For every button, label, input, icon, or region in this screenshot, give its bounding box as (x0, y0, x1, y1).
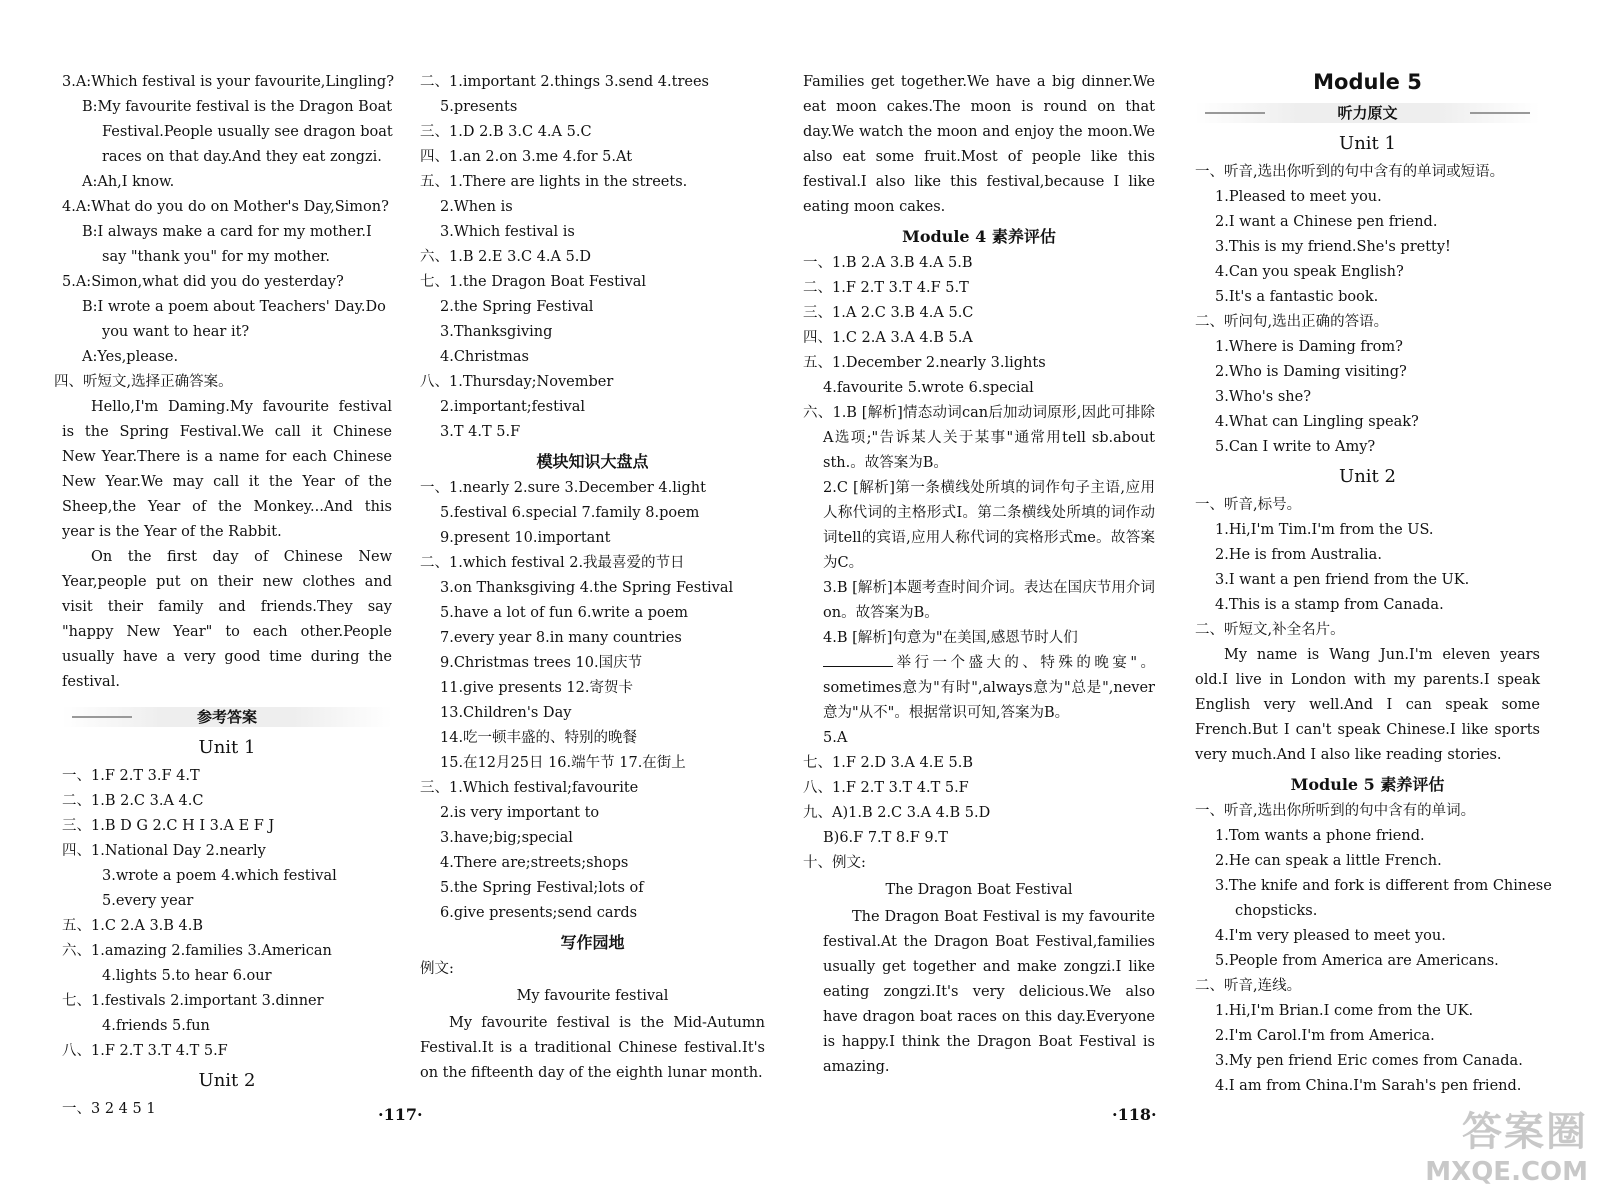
column-4 (1195, 70, 1552, 1099)
essay-continuation: Families get together.We have a big dinner.We eat moon cakes.The moon is round on that day.We watch the moon and enjoy the moon.We also eat some fruit.Most of people like this festival.I also like this festival,because I like eating moon cakes. (803, 74, 1155, 215)
text-line: 七、1.the Dragon Boat Festival (420, 274, 647, 290)
text-line: 二、1.which festival 2.我最喜爱的节日 (420, 555, 685, 571)
answers-banner: 参考答案 (62, 703, 392, 731)
m5-unit-2-lines (1195, 493, 1540, 643)
text-line: 3.Who's she? (1215, 389, 1311, 405)
m5-unit-1-lines (1195, 160, 1540, 460)
text-line: 5.A (823, 730, 848, 746)
text-line: 3.A:Which festival is your favourite,Lingling? (62, 74, 394, 90)
text-line: 2.He is from Australia. (1215, 547, 1382, 563)
unit-2-heading: Unit 2 (198, 1070, 256, 1091)
text-line: 9.present 10.important (440, 530, 611, 546)
text-line: 二、听问句,选出正确的答语。 (1195, 314, 1389, 330)
text-line: 13.Children's Day (440, 705, 572, 721)
text-line: 八、1.F 2.T 3.T 4.T 5.F (62, 1043, 228, 1059)
text-line: 3.My pen friend Eric comes from Canada. (1215, 1053, 1523, 1069)
text-line: B)6.F 7.T 8.F 9.T (823, 830, 948, 846)
text-line: 3.Which festival is (440, 224, 575, 240)
q6-3-explanation: 3.B [解析]本题考查时间介词。表达在国庆节用介词on。故答案为B。 (823, 580, 1155, 621)
text-line: 4.This is a stamp from Canada. (1215, 597, 1444, 613)
text-line: 5.every year (102, 893, 194, 909)
text-line: 三、1.B D G 2.C H I 3.A E F J (62, 818, 275, 834)
text-line: 5.Can I write to Amy? (1215, 439, 1376, 455)
text-line: 一、1.B 2.A 3.B 4.A 5.B (803, 255, 973, 271)
text-line: 14.吃一顿丰盛的、特别的晚餐 (440, 730, 638, 746)
text-line: 2.Who is Daming visiting? (1215, 364, 1407, 380)
text-line: 六、1.amazing 2.families 3.American (62, 943, 332, 959)
text-line: 四、1.National Day 2.nearly (62, 843, 266, 859)
text-line: say "thank you" for my mother. (102, 249, 330, 265)
text-line: 3.T 4.T 5.F (440, 424, 521, 440)
text-line: 1.Where is Daming from? (1215, 339, 1403, 355)
text-line: 六、1.B 2.E 3.C 4.A 5.D (420, 249, 592, 265)
text-line: 3.wrote a poem 4.which festival (102, 868, 337, 884)
text-line: 七、1.F 2.D 3.A 4.E 5.B (803, 755, 974, 771)
text-line: B:I always make a card for my mother.I (82, 224, 372, 240)
watermark (1425, 1100, 1588, 1187)
q6-1-explanation: 六、1.B [解析]情态动词can后加动词原形,因此可排除A选项;"告诉某人关于某事"通常用tell sb.about sth.。故答案为B。 (803, 405, 1155, 471)
text-line: chopsticks. (1235, 903, 1318, 919)
text-line: 7.every year 8.in many countries (440, 630, 682, 646)
module-knowledge-heading: 模块知识大盘点 (536, 452, 649, 471)
text-line: races on that day.And they eat zongzi. (102, 149, 382, 165)
essay-title: My favourite festival (516, 988, 669, 1004)
text-line: 一、听音,标号。 (1195, 497, 1302, 513)
unit-1-answers (62, 764, 392, 1064)
text-line: 5.A:Simon,what did you do yesterday? (62, 274, 344, 290)
text-line: 二、1.F 2.T 3.T 4.F 5.T (803, 280, 969, 296)
text-line: 4.Christmas (440, 349, 529, 365)
text-line: 6.give presents;send cards (440, 905, 638, 921)
text-line: 4.I am from China.I'm Sarah's pen friend. (1215, 1078, 1522, 1094)
col1-dialog (54, 70, 394, 395)
text-line: 五、1.C 2.A 3.B 4.B (62, 918, 204, 934)
text-line: Festival.People usually see dragon boat (102, 124, 393, 140)
col2-knowledge-answers (420, 476, 765, 926)
text-line: 2.is very important to (440, 805, 600, 821)
blank-line (823, 652, 893, 667)
text-line: 5.the Spring Festival;lots of (440, 880, 644, 896)
text-line: B:My favourite festival is the Dragon Boat (82, 99, 393, 115)
page-number-left: ·117· (378, 1105, 423, 1124)
text-line: 4.There are;streets;shops (440, 855, 629, 871)
essay-paragraph-2: The Dragon Boat Festival is my favourite festival.At the Dragon Boat Festival,families usually get together and make zongzi.I like eating zongzi.It's very delicious.We also have dragon boat races on this day.Everyone is happy.I think the Dragon Boat Festival is amazing. (823, 909, 1155, 1075)
text-line: A:Ah,I know. (82, 174, 175, 190)
watermark-top: 答案圈 (1462, 1109, 1588, 1155)
listening-passage-2: On the first day of Chinese New Year,people put on their new clothes and visit their family and friends.They say "happy New Year" to each other.People usually have a very good time during the festival. (62, 549, 392, 690)
q6-4-explanation: 4.B [解析]句意为"在美国,感恩节时人们 举行一个盛大的、特殊的晚宴"。 sometimes意为"有时",always意为"总是",never意为"从不"。根据常识可知,答案为B。 (823, 630, 1155, 721)
text-line: 1.Tom wants a phone friend. (1215, 828, 1425, 844)
text-line: 2.When is (440, 199, 513, 215)
text-line: 四、1.an 2.on 3.me 4.for 5.At (420, 149, 633, 165)
text-line: 9.Christmas trees 10.国庆节 (440, 655, 643, 671)
m5-unit-2-heading: Unit 2 (1339, 466, 1396, 487)
text-line: 二、听音,连线。 (1195, 978, 1302, 994)
column-1 (54, 70, 394, 1122)
m5-unit-1-heading: Unit 1 (1339, 133, 1396, 154)
text-line: 十、例文: (803, 855, 866, 871)
text-line: 5.presents (440, 99, 518, 115)
text-line: 4.lights 5.to hear 6.our (102, 968, 272, 984)
text-line: 一、听音,选出你所听到的句中含有的单词。 (1195, 803, 1476, 819)
text-line: 一、1.nearly 2.sure 3.December 4.light (420, 480, 706, 496)
example-label: 例文: (420, 961, 454, 977)
text-line: 一、听音,选出你听到的句中含有的单词或短语。 (1195, 164, 1505, 180)
text-line: 三、1.D 2.B 3.C 4.A 5.C (420, 124, 592, 140)
writing-heading: 写作园地 (560, 933, 625, 952)
module-5-assessment-heading: Module 5 素养评估 (1290, 775, 1445, 794)
text-line: 一、1.F 2.T 3.F 4.T (62, 768, 200, 784)
text-line: 3.Thanksgiving (440, 324, 553, 340)
text-line: 四、1.C 2.A 3.A 4.B 5.A (803, 330, 973, 346)
text-line: 5.have a lot of fun 6.write a poem (440, 605, 689, 621)
text-line: 3.on Thanksgiving 4.the Spring Festival (440, 580, 734, 596)
text-line: you want to hear it? (102, 324, 250, 340)
text-line: 二、1.important 2.things 3.send 4.trees (420, 74, 710, 90)
text-line: 5.People from America are Americans. (1215, 953, 1499, 969)
m5-assessment-lines (1195, 799, 1552, 1099)
text-line: 4.friends 5.fun (102, 1018, 210, 1034)
watermark-bottom: MXQE.COM (1425, 1157, 1588, 1187)
unit-2-first-answer: 一、3 2 4 5 1 (62, 1101, 156, 1117)
text-line: 4.I'm very pleased to meet you. (1215, 928, 1446, 944)
text-line: 3.This is my friend.She's pretty! (1215, 239, 1451, 255)
text-line: 1.Pleased to meet you. (1215, 189, 1382, 205)
module-4-answers-2 (803, 726, 1155, 876)
listening-passage-1: Hello,I'm Daming.My favourite festival is the Spring Festival.We call it Chinese New Year.There is a name for each Chinese New Year.We may call it the Year of the Sheep,the Year of the Monkey...And this year is the Year of the Rabbit. (62, 399, 392, 540)
text-line: 5.It's a fantastic book. (1215, 289, 1379, 305)
page-number-right: ·118· (1112, 1105, 1157, 1124)
text-line: 八、1.Thursday;November (420, 374, 614, 390)
q6-2-explanation: 2.C [解析]第一条横线处所填的词作句子主语,应用人称代词的主格形式I。第二条横线处所填的词作动词tell的宾语,应用人称代词的宾格形式me。故答案为C。 (823, 480, 1155, 571)
text-line: 五、1.December 2.nearly 3.lights (803, 355, 1046, 371)
text-line: A:Yes,please. (82, 349, 179, 365)
module-4-answers (803, 251, 1155, 401)
text-line: 3.have;big;special (440, 830, 573, 846)
text-line: 4.A:What do you do on Mother's Day,Simon? (62, 199, 389, 215)
text-line: 2.the Spring Festival (440, 299, 594, 315)
text-line: 三、1.A 2.C 3.B 4.A 5.C (803, 305, 974, 321)
unit-1-heading: Unit 1 (198, 737, 256, 758)
text-line: 2.I'm Carol.I'm from America. (1215, 1028, 1435, 1044)
col2-answers (420, 70, 765, 445)
text-line: 1.Hi,I'm Tim.I'm from the US. (1215, 522, 1434, 538)
text-line: 15.在12月25日 16.端午节 17.在街上 (440, 755, 686, 771)
column-3 (803, 70, 1155, 1080)
text-line: 九、A)1.B 2.C 3.A 4.B 5.D (803, 805, 991, 821)
text-line: 3.I want a pen friend from the UK. (1215, 572, 1470, 588)
text-line: 2.I want a Chinese pen friend. (1215, 214, 1438, 230)
text-line: 五、1.There are lights in the streets. (420, 174, 688, 190)
text-line: 四、听短文,选择正确答案。 (54, 374, 233, 390)
text-line: 4.favourite 5.wrote 6.special (823, 380, 1034, 396)
text-line: 11.give presents 12.寄贺卡 (440, 680, 633, 696)
text-line: 4.What can Lingling speak? (1215, 414, 1419, 430)
text-line: 八、1.F 2.T 3.T 4.T 5.F (803, 780, 969, 796)
listening-script-banner: 听力原文 (1195, 99, 1540, 127)
module-5-title: Module 5 (1313, 70, 1422, 94)
text-line: 二、1.B 2.C 3.A 4.C (62, 793, 204, 809)
text-line: 三、1.Which festival;favourite (420, 780, 639, 796)
text-line: 七、1.festivals 2.important 3.dinner (62, 993, 324, 1009)
text-line: 4.Can you speak English? (1215, 264, 1404, 280)
m5-passage: My name is Wang Jun.I'm eleven years old.I live in London with my parents.I speak English very well.And I can speak some French.But I can't speak Chinese.I like sports very much.And I also like reading stories. (1195, 647, 1540, 763)
text-line: B:I wrote a poem about Teachers' Day.Do (82, 299, 386, 315)
text-line: 2.important;festival (440, 399, 586, 415)
column-2 (420, 70, 765, 1086)
text-line: 二、听短文,补全名片。 (1195, 622, 1345, 638)
essay-title-2: The Dragon Boat Festival (885, 882, 1073, 898)
text-line: 1.Hi,I'm Brian.I come from the UK. (1215, 1003, 1474, 1019)
text-line: 5.festival 6.special 7.family 8.poem (440, 505, 700, 521)
module-4-assessment-heading: Module 4 素养评估 (902, 227, 1056, 246)
text-line: 3.The knife and fork is different from Chinese (1215, 878, 1552, 894)
essay-paragraph: My favourite festival is the Mid-Autumn Festival.It is a traditional Chinese festival.It's on the fifteenth day of the eighth lunar month. (420, 1015, 765, 1081)
text-line: 2.He can speak a little French. (1215, 853, 1442, 869)
